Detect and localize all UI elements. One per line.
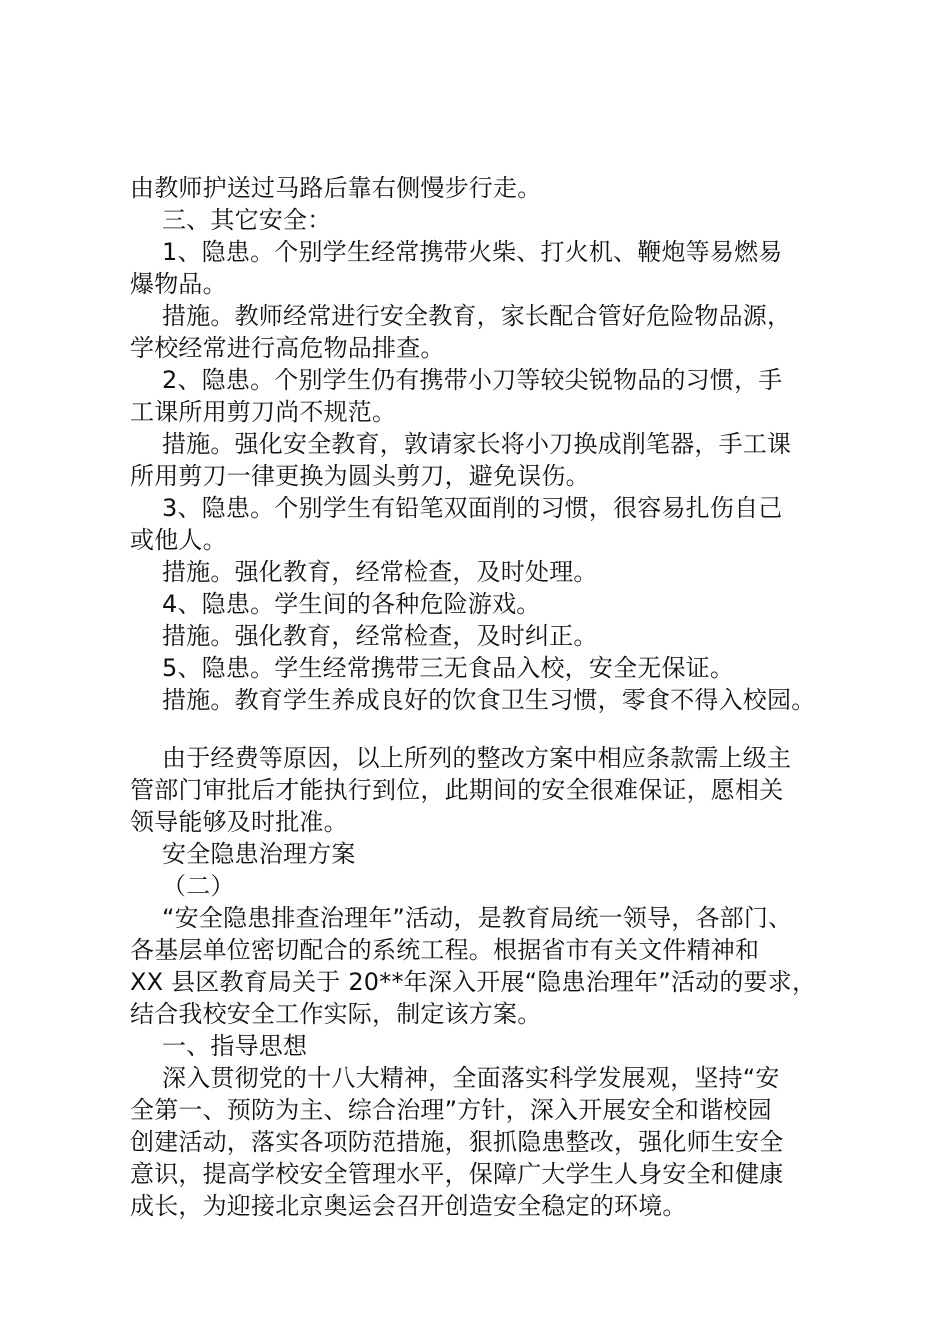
text-line: 各基层单位密切配合的系统工程。根据省市有关文件精神和 xyxy=(130,936,760,964)
text-line: 由于经费等原因，以上所列的整改方案中相应条款需上级主 xyxy=(162,744,792,772)
section-heading: 三、其它安全： xyxy=(162,206,332,234)
text-line: 爆物品。 xyxy=(130,270,227,298)
text-line: 管部门审批后才能执行到位，此期间的安全很难保证，愿相关 xyxy=(130,776,784,804)
text-line: 5、隐患。学生经常携带三无食品入校，安全无保证。 xyxy=(162,654,735,682)
document-body xyxy=(130,172,850,1222)
text-line: 措施。强化教育，经常检查，及时纠正。 xyxy=(162,622,598,650)
text-line: 学校经常进行高危物品排查。 xyxy=(130,334,445,362)
document-subtitle: （二） xyxy=(162,872,235,900)
text-line: 3、隐患。个别学生有铅笔双面削的习惯，很容易扎伤自己 xyxy=(162,494,783,522)
text-line: 措施。教师经常进行安全教育，家长配合管好危险物品源， xyxy=(162,302,792,330)
text-line: 由教师护送过马路后靠右侧慢步行走。 xyxy=(130,174,542,202)
text-line: 深入贯彻党的十八大精神，全面落实科学发展观，坚持“安 xyxy=(162,1064,780,1092)
text-line: 1、隐患。个别学生经常携带火柴、打火机、鞭炮等易燃易 xyxy=(162,238,783,266)
text-line: “安全隐患排查治理年”活动，是教育局统一领导，各部门、 xyxy=(162,904,793,932)
text-line: XX 县区教育局关于 20**年深入开展“隐患治理年”活动的要求， xyxy=(130,968,817,996)
text-line: 措施。强化教育，经常检查，及时处理。 xyxy=(162,558,598,586)
text-line: 所用剪刀一律更换为圆头剪刀，避免误伤。 xyxy=(130,462,590,490)
text-line: 2、隐患。个别学生仍有携带小刀等较尖锐物品的习惯，手 xyxy=(162,366,783,394)
text-line: 意识，提高学校安全管理水平，保障广大学生人身安全和健康 xyxy=(130,1160,784,1188)
text-line: 工课所用剪刀尚不规范。 xyxy=(130,398,397,426)
text-line: 领导能够及时批准。 xyxy=(130,808,348,836)
text-line: 措施。强化安全教育，敦请家长将小刀换成削笔器，手工课 xyxy=(162,430,792,458)
paragraph-gap xyxy=(130,716,850,742)
text-line: 4、隐患。学生间的各种危险游戏。 xyxy=(162,590,541,618)
text-line: 措施。教育学生养成良好的饮食卫生习惯，零食不得入校园。 xyxy=(162,686,816,714)
text-line: 结合我校安全工作实际，制定该方案。 xyxy=(130,1000,542,1028)
text-line: 创建活动，落实各项防范措施，狠抓隐患整改，强化师生安全 xyxy=(130,1128,784,1156)
text-line: 或他人。 xyxy=(130,526,227,554)
text-line: 全第一、预防为主、综合治理”方针，深入开展安全和谐校园 xyxy=(130,1096,772,1124)
document-title: 安全隐患治理方案 xyxy=(162,840,356,868)
text-line: 成长，为迎接北京奥运会召开创造安全稳定的环境。 xyxy=(130,1192,687,1220)
section-heading: 一、指导思想 xyxy=(162,1032,308,1060)
